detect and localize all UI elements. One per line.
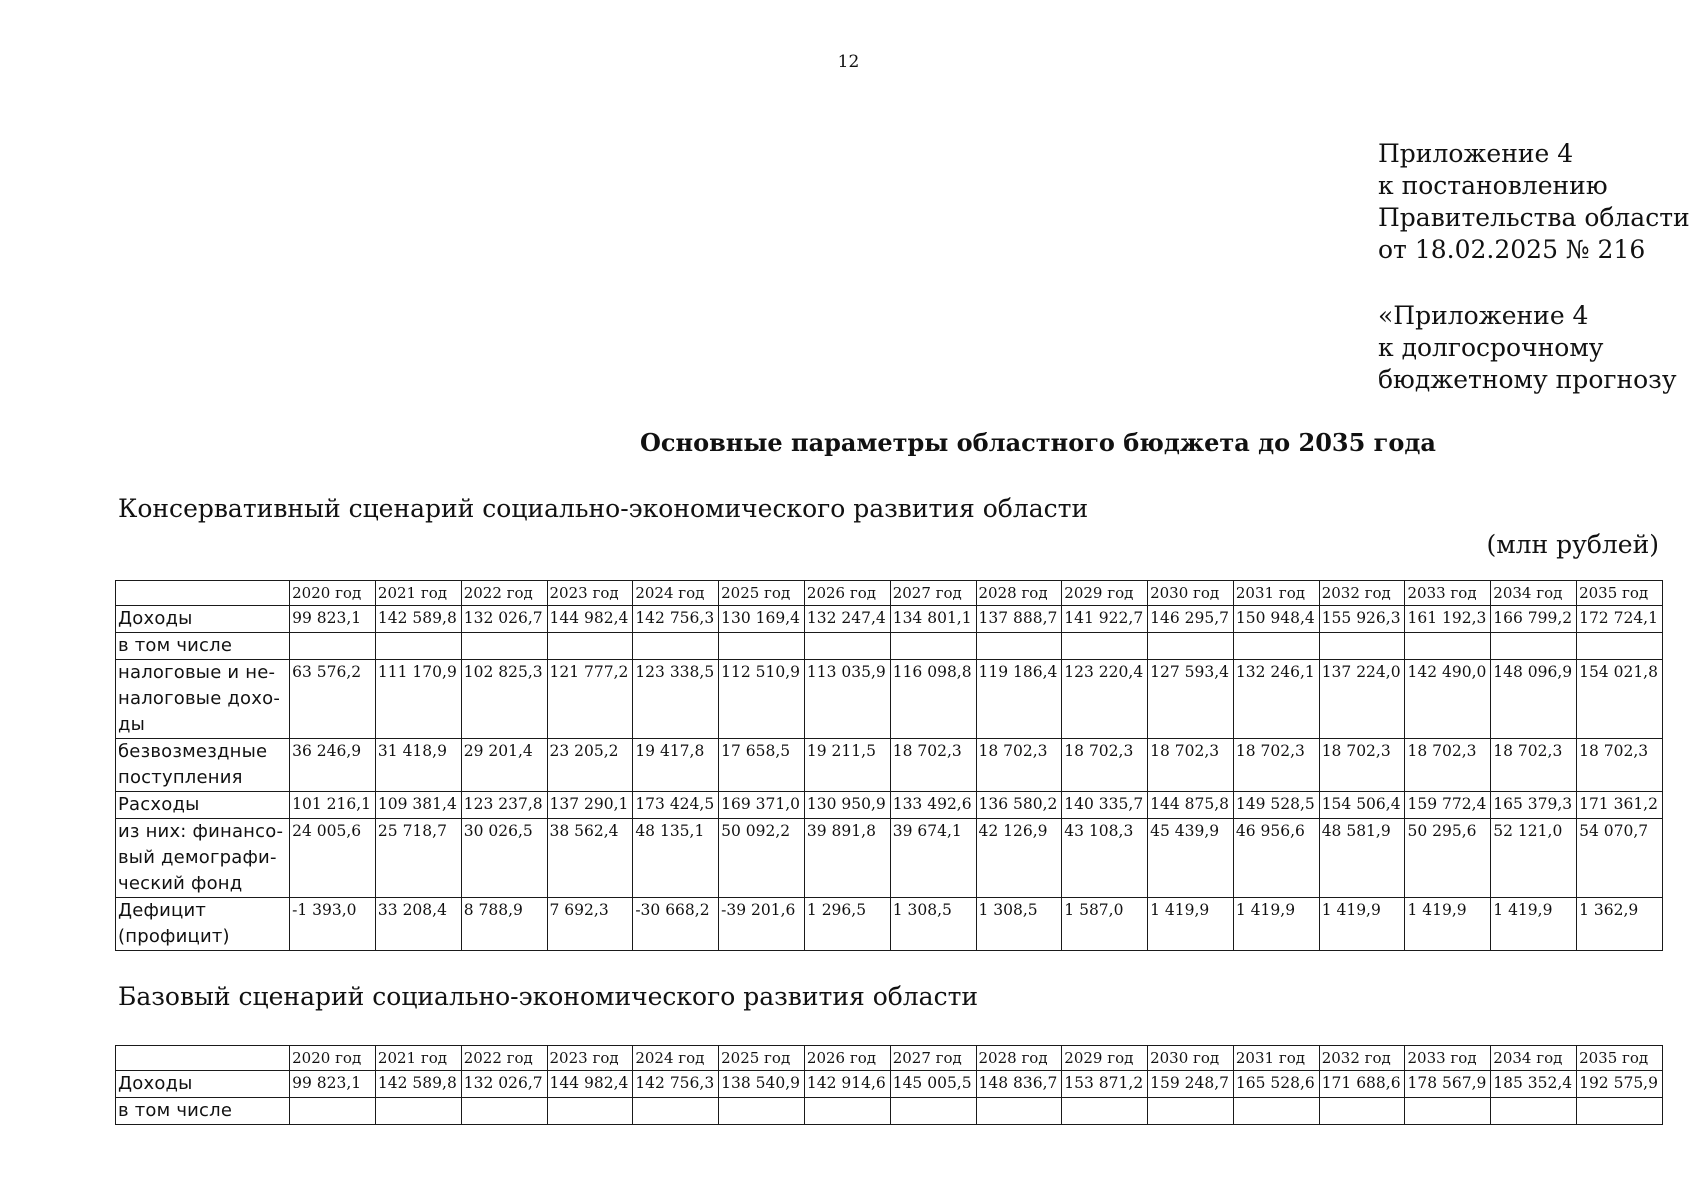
value-cell: 19 417,8 <box>633 739 719 792</box>
row-label: Дефицит (профицит) <box>116 898 290 951</box>
document-title: Основные параметры областного бюджета до 2035 года <box>640 428 1436 457</box>
value-cell: 63 576,2 <box>290 660 376 739</box>
value-cell <box>1062 1098 1148 1125</box>
table-header-row <box>116 581 1663 606</box>
value-cell <box>1148 1098 1234 1125</box>
value-cell <box>1319 633 1405 660</box>
value-cell: 36 246,9 <box>290 739 376 792</box>
value-cell: 112 510,9 <box>719 660 805 739</box>
value-cell: 1 308,5 <box>976 898 1062 951</box>
value-cell: 18 702,3 <box>1319 739 1405 792</box>
value-cell: 116 098,8 <box>890 660 976 739</box>
value-cell: 146 295,7 <box>1148 606 1234 633</box>
value-cell: 18 702,3 <box>976 739 1062 792</box>
year-header: 2029 год <box>1062 1046 1148 1071</box>
value-cell: 192 575,9 <box>1577 1071 1663 1098</box>
value-cell: 155 926,3 <box>1319 606 1405 633</box>
appendix-sub-line: бюджетному прогнозу <box>1378 365 1677 394</box>
value-cell: 133 492,6 <box>890 792 976 819</box>
value-cell: 45 439,9 <box>1148 819 1234 898</box>
value-cell: 169 371,0 <box>719 792 805 819</box>
header-corner-cell <box>116 581 290 606</box>
value-cell <box>375 633 461 660</box>
value-cell: 38 562,4 <box>547 819 633 898</box>
value-cell <box>804 633 890 660</box>
row-label: безвозмездные поступления <box>116 739 290 792</box>
value-cell: 1 419,9 <box>1491 898 1577 951</box>
value-cell: 153 871,2 <box>1062 1071 1148 1098</box>
table-header-row <box>116 1046 1663 1071</box>
value-cell <box>719 633 805 660</box>
year-header: 2034 год <box>1491 581 1577 606</box>
appendix-subheader <box>1378 300 1678 396</box>
value-cell: 52 121,0 <box>1491 819 1577 898</box>
value-cell: 99 823,1 <box>290 1071 376 1098</box>
year-header: 2030 год <box>1148 1046 1234 1071</box>
value-cell: 127 593,4 <box>1148 660 1234 739</box>
value-cell <box>1233 1098 1319 1125</box>
value-cell <box>1491 633 1577 660</box>
value-cell: 30 026,5 <box>461 819 547 898</box>
value-cell: 137 290,1 <box>547 792 633 819</box>
value-cell <box>976 1098 1062 1125</box>
value-cell: 1 362,9 <box>1577 898 1663 951</box>
value-cell: 171 361,2 <box>1577 792 1663 819</box>
value-cell: 33 208,4 <box>375 898 461 951</box>
value-cell: 172 724,1 <box>1577 606 1663 633</box>
value-cell: 1 419,9 <box>1405 898 1491 951</box>
value-cell: 144 982,4 <box>547 606 633 633</box>
value-cell: 148 836,7 <box>976 1071 1062 1098</box>
row-label: Расходы <box>116 792 290 819</box>
value-cell <box>547 1098 633 1125</box>
appendix-header-line: Приложение 4 <box>1378 139 1574 168</box>
value-cell: 39 891,8 <box>804 819 890 898</box>
value-cell <box>1405 633 1491 660</box>
year-header: 2023 год <box>547 581 633 606</box>
value-cell: 142 490,0 <box>1405 660 1491 739</box>
value-cell: 140 335,7 <box>1062 792 1148 819</box>
value-cell: 1 296,5 <box>804 898 890 951</box>
value-cell: 166 799,2 <box>1491 606 1577 633</box>
value-cell <box>719 1098 805 1125</box>
value-cell: 132 246,1 <box>1233 660 1319 739</box>
value-cell: 159 248,7 <box>1148 1071 1234 1098</box>
value-cell: 18 702,3 <box>890 739 976 792</box>
scenario-title-base: Базовый сценарий социально-экономического развития области <box>118 982 979 1011</box>
year-header: 2026 год <box>804 1046 890 1071</box>
value-cell: 132 026,7 <box>461 1071 547 1098</box>
value-cell: 1 587,0 <box>1062 898 1148 951</box>
row-label: в том числе <box>116 1098 290 1125</box>
value-cell: 113 035,9 <box>804 660 890 739</box>
value-cell: 121 777,2 <box>547 660 633 739</box>
value-cell: 8 788,9 <box>461 898 547 951</box>
appendix-header-line: к постановлению <box>1378 171 1608 200</box>
value-cell <box>890 633 976 660</box>
value-cell <box>290 1098 376 1125</box>
value-cell: -1 393,0 <box>290 898 376 951</box>
year-header: 2020 год <box>290 581 376 606</box>
value-cell: 42 126,9 <box>976 819 1062 898</box>
value-cell: 18 702,3 <box>1062 739 1148 792</box>
value-cell: 145 005,5 <box>890 1071 976 1098</box>
value-cell: 154 021,8 <box>1577 660 1663 739</box>
year-header: 2035 год <box>1577 581 1663 606</box>
value-cell: 137 888,7 <box>976 606 1062 633</box>
year-header: 2032 год <box>1319 581 1405 606</box>
value-cell <box>804 1098 890 1125</box>
value-cell <box>1062 633 1148 660</box>
value-cell: -39 201,6 <box>719 898 805 951</box>
year-header: 2031 год <box>1233 1046 1319 1071</box>
value-cell: 148 096,9 <box>1491 660 1577 739</box>
value-cell <box>461 633 547 660</box>
value-cell: 1 419,9 <box>1233 898 1319 951</box>
value-cell: 142 589,8 <box>375 1071 461 1098</box>
year-header: 2022 год <box>461 1046 547 1071</box>
value-cell: 149 528,5 <box>1233 792 1319 819</box>
value-cell: 111 170,9 <box>375 660 461 739</box>
value-cell: -30 668,2 <box>633 898 719 951</box>
value-cell: 23 205,2 <box>547 739 633 792</box>
value-cell <box>1319 1098 1405 1125</box>
value-cell: 24 005,6 <box>290 819 376 898</box>
value-cell: 136 580,2 <box>976 792 1062 819</box>
value-cell: 48 581,9 <box>1319 819 1405 898</box>
value-cell: 173 424,5 <box>633 792 719 819</box>
value-cell: 159 772,4 <box>1405 792 1491 819</box>
table-row <box>116 1098 1663 1125</box>
scenario-title-conservative: Консервативный сценарий социально-экономического развития области <box>118 494 1089 523</box>
appendix-header-line: Правительства области <box>1378 203 1690 232</box>
value-cell: 144 875,8 <box>1148 792 1234 819</box>
value-cell: 142 756,3 <box>633 1071 719 1098</box>
appendix-sub-line: к долгосрочному <box>1378 333 1604 362</box>
value-cell: 18 702,3 <box>1233 739 1319 792</box>
year-header: 2031 год <box>1233 581 1319 606</box>
budget-table-conservative <box>115 580 1663 951</box>
table-row <box>116 633 1663 660</box>
year-header: 2027 год <box>890 581 976 606</box>
header-corner-cell <box>116 1046 290 1071</box>
value-cell <box>976 633 1062 660</box>
table-row <box>116 1071 1663 1098</box>
value-cell: 29 201,4 <box>461 739 547 792</box>
value-cell: 109 381,4 <box>375 792 461 819</box>
value-cell: 130 950,9 <box>804 792 890 819</box>
value-cell: 142 756,3 <box>633 606 719 633</box>
value-cell: 50 295,6 <box>1405 819 1491 898</box>
value-cell: 185 352,4 <box>1491 1071 1577 1098</box>
year-header: 2028 год <box>976 581 1062 606</box>
value-cell: 138 540,9 <box>719 1071 805 1098</box>
value-cell <box>1148 633 1234 660</box>
year-header: 2025 год <box>719 1046 805 1071</box>
value-cell: 18 702,3 <box>1491 739 1577 792</box>
value-cell: 18 702,3 <box>1148 739 1234 792</box>
value-cell: 18 702,3 <box>1577 739 1663 792</box>
value-cell: 18 702,3 <box>1405 739 1491 792</box>
year-header: 2033 год <box>1405 1046 1491 1071</box>
year-header: 2028 год <box>976 1046 1062 1071</box>
value-cell: 141 922,7 <box>1062 606 1148 633</box>
value-cell: 123 220,4 <box>1062 660 1148 739</box>
value-cell: 25 718,7 <box>375 819 461 898</box>
year-header: 2021 год <box>375 1046 461 1071</box>
table-row <box>116 898 1663 951</box>
value-cell: 1 419,9 <box>1148 898 1234 951</box>
appendix-sub-line: «Приложение 4 <box>1378 301 1589 330</box>
year-header: 2026 год <box>804 581 890 606</box>
value-cell <box>1491 1098 1577 1125</box>
table-row <box>116 739 1663 792</box>
row-label: Доходы <box>116 1071 290 1098</box>
row-label: налоговые и не-налоговые дохо-ды <box>116 660 290 739</box>
value-cell: 165 379,3 <box>1491 792 1577 819</box>
row-label: из них: финансо-вый демографи-ческий фонд <box>116 819 290 898</box>
value-cell: 142 914,6 <box>804 1071 890 1098</box>
year-header: 2024 год <box>633 581 719 606</box>
table-row <box>116 660 1663 739</box>
value-cell <box>1233 633 1319 660</box>
year-header: 2029 год <box>1062 581 1148 606</box>
year-header: 2021 год <box>375 581 461 606</box>
year-header: 2022 год <box>461 581 547 606</box>
appendix-header <box>1378 138 1690 266</box>
value-cell: 7 692,3 <box>547 898 633 951</box>
value-cell: 54 070,7 <box>1577 819 1663 898</box>
value-cell: 1 419,9 <box>1319 898 1405 951</box>
value-cell: 39 674,1 <box>890 819 976 898</box>
value-cell <box>1577 633 1663 660</box>
table-row <box>116 819 1663 898</box>
value-cell: 144 982,4 <box>547 1071 633 1098</box>
value-cell <box>547 633 633 660</box>
year-header: 2032 год <box>1319 1046 1405 1071</box>
value-cell: 123 338,5 <box>633 660 719 739</box>
appendix-header-line: от 18.02.2025 № 216 <box>1378 235 1646 264</box>
value-cell <box>1577 1098 1663 1125</box>
value-cell: 171 688,6 <box>1319 1071 1405 1098</box>
year-header: 2034 год <box>1491 1046 1577 1071</box>
row-label: Доходы <box>116 606 290 633</box>
value-cell <box>890 1098 976 1125</box>
row-label: в том числе <box>116 633 290 660</box>
value-cell: 178 567,9 <box>1405 1071 1491 1098</box>
page-number: 12 <box>837 52 860 72</box>
value-cell <box>633 1098 719 1125</box>
value-cell <box>1405 1098 1491 1125</box>
table-row <box>116 792 1663 819</box>
year-header: 2023 год <box>547 1046 633 1071</box>
value-cell <box>633 633 719 660</box>
year-header: 2033 год <box>1405 581 1491 606</box>
value-cell <box>375 1098 461 1125</box>
value-cell: 48 135,1 <box>633 819 719 898</box>
value-cell: 50 092,2 <box>719 819 805 898</box>
value-cell: 132 247,4 <box>804 606 890 633</box>
value-cell: 134 801,1 <box>890 606 976 633</box>
value-cell: 142 589,8 <box>375 606 461 633</box>
value-cell: 154 506,4 <box>1319 792 1405 819</box>
year-header: 2027 год <box>890 1046 976 1071</box>
value-cell: 165 528,6 <box>1233 1071 1319 1098</box>
units-label: (млн рублей) <box>1486 530 1659 559</box>
value-cell: 161 192,3 <box>1405 606 1491 633</box>
value-cell: 31 418,9 <box>375 739 461 792</box>
value-cell: 102 825,3 <box>461 660 547 739</box>
value-cell: 1 308,5 <box>890 898 976 951</box>
table-row <box>116 606 1663 633</box>
value-cell: 101 216,1 <box>290 792 376 819</box>
year-header: 2025 год <box>719 581 805 606</box>
value-cell: 132 026,7 <box>461 606 547 633</box>
value-cell: 17 658,5 <box>719 739 805 792</box>
year-header: 2030 год <box>1148 581 1234 606</box>
value-cell: 123 237,8 <box>461 792 547 819</box>
value-cell: 99 823,1 <box>290 606 376 633</box>
value-cell <box>290 633 376 660</box>
value-cell: 119 186,4 <box>976 660 1062 739</box>
value-cell <box>461 1098 547 1125</box>
value-cell: 150 948,4 <box>1233 606 1319 633</box>
budget-table-base <box>115 1045 1663 1125</box>
value-cell: 43 108,3 <box>1062 819 1148 898</box>
value-cell: 46 956,6 <box>1233 819 1319 898</box>
year-header: 2035 год <box>1577 1046 1663 1071</box>
year-header: 2024 год <box>633 1046 719 1071</box>
value-cell: 137 224,0 <box>1319 660 1405 739</box>
value-cell: 130 169,4 <box>719 606 805 633</box>
year-header: 2020 год <box>290 1046 376 1071</box>
value-cell: 19 211,5 <box>804 739 890 792</box>
